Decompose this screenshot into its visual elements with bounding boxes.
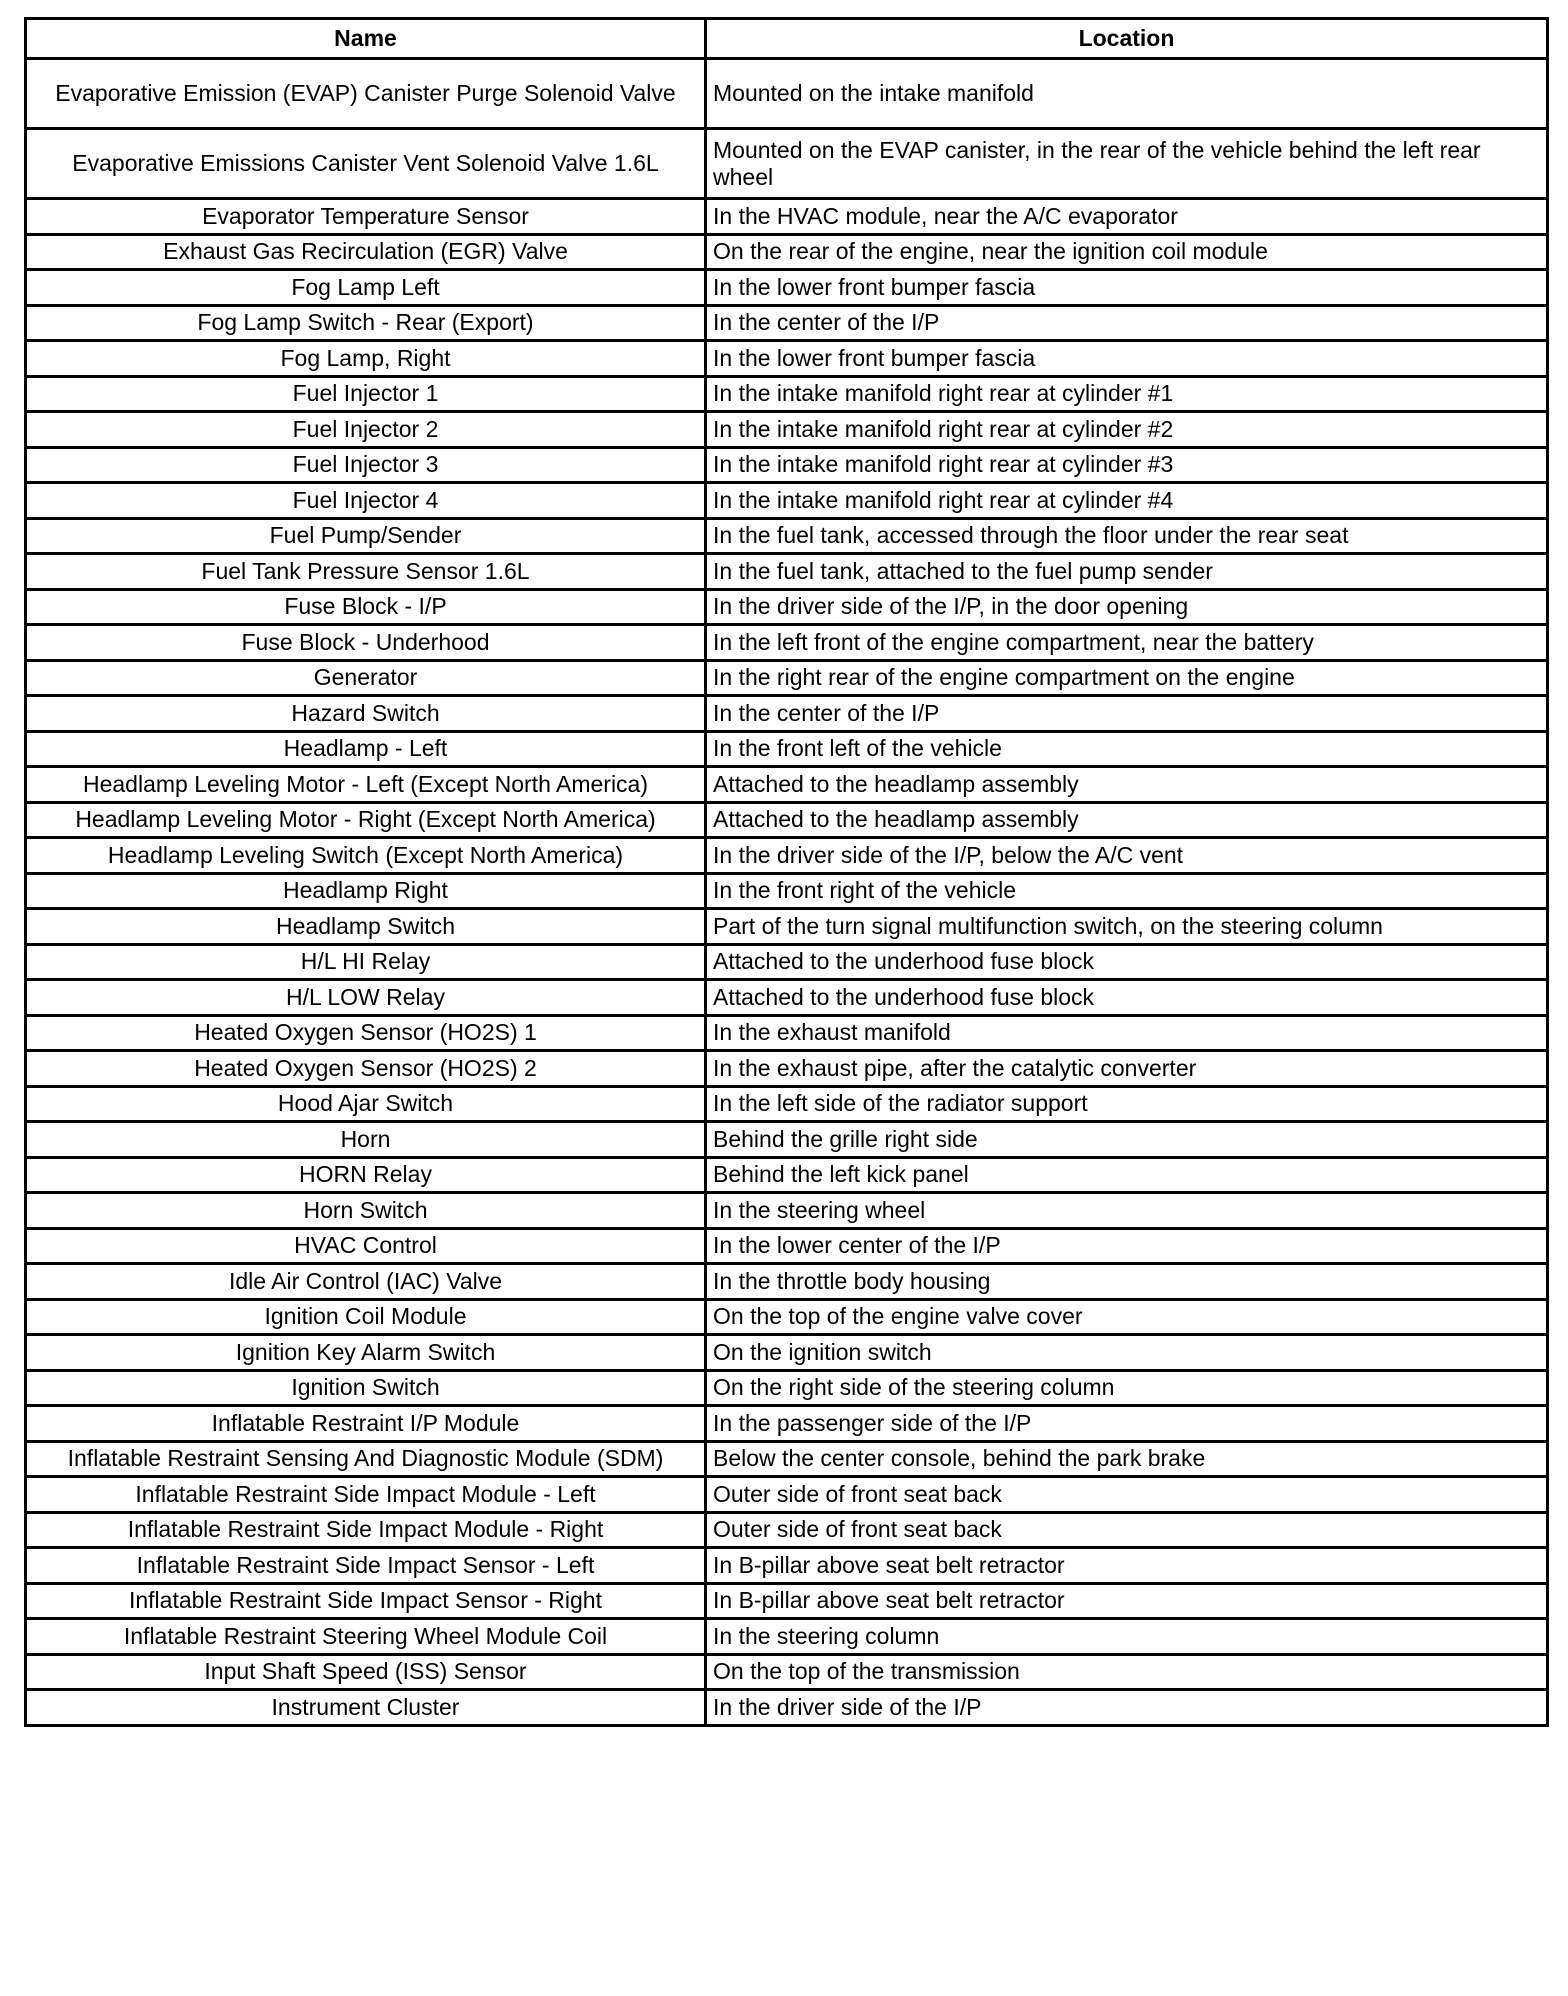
table-row (26, 1228, 1548, 1264)
component-name: Fog Lamp, Right (26, 341, 706, 377)
component-location: In the front right of the vehicle (706, 873, 1548, 909)
component-name: Fuel Pump/Sender (26, 518, 706, 554)
component-location: In the left side of the radiator support (706, 1086, 1548, 1122)
component-location: In the right rear of the engine compartment on the engine (706, 660, 1548, 696)
component-location: In B-pillar above seat belt retractor (706, 1583, 1548, 1619)
table-row (26, 1370, 1548, 1406)
component-name: Fuse Block - Underhood (26, 625, 706, 661)
component-name: Headlamp Leveling Switch (Except North America) (26, 838, 706, 874)
component-location: Behind the grille right side (706, 1122, 1548, 1158)
table-row (26, 944, 1548, 980)
table-row (26, 412, 1548, 448)
component-location: In the intake manifold right rear at cylinder #4 (706, 483, 1548, 519)
table-row (26, 59, 1548, 129)
component-name: Fuel Tank Pressure Sensor 1.6L (26, 554, 706, 590)
component-location: In the exhaust pipe, after the catalytic converter (706, 1051, 1548, 1087)
component-name: Evaporator Temperature Sensor (26, 199, 706, 235)
table-row (26, 234, 1548, 270)
component-location: In the driver side of the I/P, below the A/C vent (706, 838, 1548, 874)
component-name: Instrument Cluster (26, 1690, 706, 1726)
component-name: Inflatable Restraint Sensing And Diagnostic Module (SDM) (26, 1441, 706, 1477)
component-name: Headlamp - Left (26, 731, 706, 767)
component-locator-table (24, 17, 1549, 1727)
column-header-location: Location (706, 19, 1548, 59)
component-name: Inflatable Restraint I/P Module (26, 1406, 706, 1442)
component-location: In the steering wheel (706, 1193, 1548, 1229)
component-name: Inflatable Restraint Steering Wheel Module Coil (26, 1619, 706, 1655)
component-location: In the driver side of the I/P (706, 1690, 1548, 1726)
table-row (26, 1086, 1548, 1122)
component-name: Evaporative Emissions Canister Vent Solenoid Valve 1.6L (26, 129, 706, 199)
component-name: Ignition Coil Module (26, 1299, 706, 1335)
component-location: Behind the left kick panel (706, 1157, 1548, 1193)
component-location: Attached to the headlamp assembly (706, 767, 1548, 803)
table-row (26, 129, 1548, 199)
table-body (26, 59, 1548, 1726)
component-name: Inflatable Restraint Side Impact Sensor - Right (26, 1583, 706, 1619)
table-row (26, 1015, 1548, 1051)
component-name: Fuel Injector 1 (26, 376, 706, 412)
table-row (26, 518, 1548, 554)
component-name: Headlamp Switch (26, 909, 706, 945)
component-name: Inflatable Restraint Side Impact Sensor - Left (26, 1548, 706, 1584)
table-row (26, 873, 1548, 909)
component-location: Attached to the underhood fuse block (706, 980, 1548, 1016)
component-name: Input Shaft Speed (ISS) Sensor (26, 1654, 706, 1690)
component-location: In the fuel tank, accessed through the floor under the rear seat (706, 518, 1548, 554)
component-name: Heated Oxygen Sensor (HO2S) 1 (26, 1015, 706, 1051)
component-location: In the left front of the engine compartment, near the battery (706, 625, 1548, 661)
table-row (26, 660, 1548, 696)
column-header-name: Name (26, 19, 706, 59)
component-location: In the passenger side of the I/P (706, 1406, 1548, 1442)
table-row (26, 1477, 1548, 1513)
component-location: In the intake manifold right rear at cylinder #1 (706, 376, 1548, 412)
component-name: Hood Ajar Switch (26, 1086, 706, 1122)
table-row (26, 589, 1548, 625)
component-location: In the HVAC module, near the A/C evaporator (706, 199, 1548, 235)
component-name: Idle Air Control (IAC) Valve (26, 1264, 706, 1300)
component-location: Attached to the underhood fuse block (706, 944, 1548, 980)
component-name: H/L LOW Relay (26, 980, 706, 1016)
table-row (26, 802, 1548, 838)
component-location: In the lower front bumper fascia (706, 341, 1548, 377)
component-name: Ignition Key Alarm Switch (26, 1335, 706, 1371)
component-name: Fuel Injector 2 (26, 412, 706, 448)
component-location: In the front left of the vehicle (706, 731, 1548, 767)
table-row (26, 980, 1548, 1016)
table-row (26, 447, 1548, 483)
component-location: On the ignition switch (706, 1335, 1548, 1371)
component-location: In the lower center of the I/P (706, 1228, 1548, 1264)
component-location: On the right side of the steering column (706, 1370, 1548, 1406)
table-row (26, 731, 1548, 767)
component-name: Horn Switch (26, 1193, 706, 1229)
component-location: In the throttle body housing (706, 1264, 1548, 1300)
table-row (26, 625, 1548, 661)
table-row (26, 1193, 1548, 1229)
table-row (26, 696, 1548, 732)
table-row (26, 270, 1548, 306)
component-location: In B-pillar above seat belt retractor (706, 1548, 1548, 1584)
component-location: Below the center console, behind the park brake (706, 1441, 1548, 1477)
table-row (26, 1690, 1548, 1726)
table-row (26, 305, 1548, 341)
component-location: In the steering column (706, 1619, 1548, 1655)
table-row (26, 1441, 1548, 1477)
component-name: H/L HI Relay (26, 944, 706, 980)
component-name: Inflatable Restraint Side Impact Module - Left (26, 1477, 706, 1513)
header-row (26, 19, 1548, 59)
component-name: Fog Lamp Left (26, 270, 706, 306)
table-row (26, 1512, 1548, 1548)
component-location: Outer side of front seat back (706, 1512, 1548, 1548)
component-location: Outer side of front seat back (706, 1477, 1548, 1513)
table-row (26, 909, 1548, 945)
component-location: In the center of the I/P (706, 696, 1548, 732)
table-row (26, 1335, 1548, 1371)
component-location: Attached to the headlamp assembly (706, 802, 1548, 838)
component-name: HORN Relay (26, 1157, 706, 1193)
component-name: Inflatable Restraint Side Impact Module - Right (26, 1512, 706, 1548)
component-location: In the lower front bumper fascia (706, 270, 1548, 306)
component-location: Part of the turn signal multifunction switch, on the steering column (706, 909, 1548, 945)
table-row (26, 1548, 1548, 1584)
component-location: In the fuel tank, attached to the fuel pump sender (706, 554, 1548, 590)
component-location: In the exhaust manifold (706, 1015, 1548, 1051)
component-name: Ignition Switch (26, 1370, 706, 1406)
table-row (26, 341, 1548, 377)
table-row (26, 838, 1548, 874)
table-row (26, 1406, 1548, 1442)
table-row (26, 376, 1548, 412)
component-name: Fuel Injector 4 (26, 483, 706, 519)
component-name: Headlamp Right (26, 873, 706, 909)
component-name: Fog Lamp Switch - Rear (Export) (26, 305, 706, 341)
table-row (26, 767, 1548, 803)
table-row (26, 1619, 1548, 1655)
table-row (26, 1299, 1548, 1335)
component-name: Exhaust Gas Recirculation (EGR) Valve (26, 234, 706, 270)
component-name: Generator (26, 660, 706, 696)
component-name: Heated Oxygen Sensor (HO2S) 2 (26, 1051, 706, 1087)
component-name: Headlamp Leveling Motor - Right (Except North America) (26, 802, 706, 838)
component-location: On the top of the engine valve cover (706, 1299, 1548, 1335)
component-name: Fuel Injector 3 (26, 447, 706, 483)
component-name: Evaporative Emission (EVAP) Canister Purge Solenoid Valve (26, 59, 706, 129)
component-location: On the rear of the engine, near the ignition coil module (706, 234, 1548, 270)
table-row (26, 1122, 1548, 1158)
table-row (26, 483, 1548, 519)
component-location: Mounted on the EVAP canister, in the rear of the vehicle behind the left rear wheel (706, 129, 1548, 199)
component-name: Fuse Block - I/P (26, 589, 706, 625)
component-name: HVAC Control (26, 1228, 706, 1264)
component-location: In the driver side of the I/P, in the door opening (706, 589, 1548, 625)
table-row (26, 1157, 1548, 1193)
component-location: Mounted on the intake manifold (706, 59, 1548, 129)
table-row (26, 199, 1548, 235)
table-row (26, 1583, 1548, 1619)
component-name: Headlamp Leveling Motor - Left (Except North America) (26, 767, 706, 803)
component-name: Hazard Switch (26, 696, 706, 732)
table-row (26, 554, 1548, 590)
component-location: In the intake manifold right rear at cylinder #2 (706, 412, 1548, 448)
component-location: In the center of the I/P (706, 305, 1548, 341)
table-row (26, 1264, 1548, 1300)
table-row (26, 1051, 1548, 1087)
component-location: In the intake manifold right rear at cylinder #3 (706, 447, 1548, 483)
component-location: On the top of the transmission (706, 1654, 1548, 1690)
component-name: Horn (26, 1122, 706, 1158)
table-row (26, 1654, 1548, 1690)
